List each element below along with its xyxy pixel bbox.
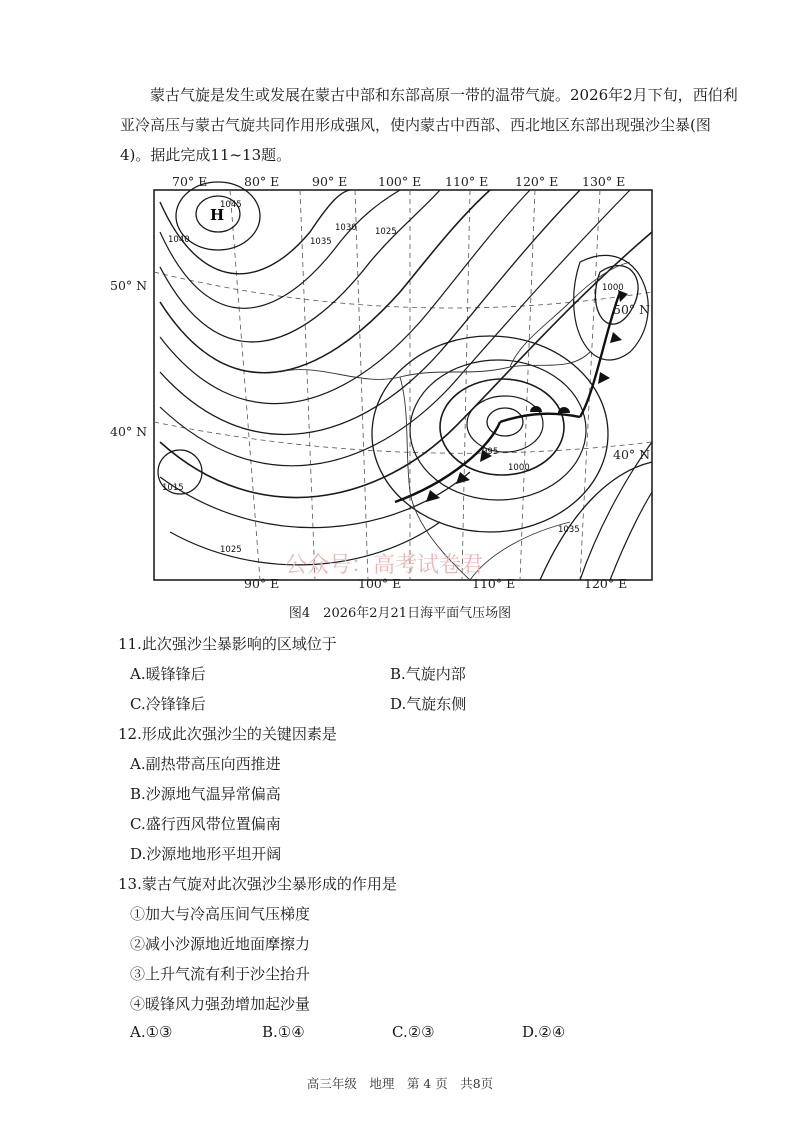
question-13-option-c[interactable]: C.②③ [392, 1023, 435, 1041]
lon-label-top: 130° E [582, 174, 626, 189]
question-13-option-a[interactable]: A.①③ [130, 1023, 173, 1041]
lon-label-top: 110° E [445, 174, 489, 189]
lon-label-top: 120° E [515, 174, 559, 189]
isobar-label: 1035 [558, 525, 580, 535]
question-11-option-c[interactable]: C.冷锋锋后 [130, 695, 206, 713]
question-13-statement-1: ①加大与冷高压间气压梯度 [130, 905, 311, 923]
question-12-option-c[interactable]: C.盛行西风带位置偏南 [130, 815, 281, 833]
question-13-option-b[interactable]: B.①④ [262, 1023, 305, 1041]
lat-label-right: 50° N [613, 302, 651, 317]
lon-label-top: 80° E [244, 174, 280, 189]
question-12-option-b[interactable]: B.沙源地气温异常偏高 [130, 785, 281, 803]
question-13-statement-3: ③上升气流有利于沙尘抬升 [130, 965, 311, 983]
question-11-option-d[interactable]: D.气旋东侧 [390, 695, 467, 713]
isobar-label: 1000 [602, 283, 624, 293]
question-13-statement-2: ②减小沙源地近地面摩擦力 [130, 935, 311, 953]
question-12-option-d[interactable]: D.沙源地地形平坦开阔 [130, 845, 282, 863]
lat-label-left: 50° N [110, 278, 148, 293]
question-12-option-a[interactable]: A.副热带高压向西推进 [130, 755, 281, 773]
lon-label-bottom: 120° E [584, 576, 628, 591]
lon-label-top: 100° E [378, 174, 422, 189]
lon-label-bottom: 90° E [244, 576, 280, 591]
isobar-label: 1025 [375, 227, 397, 237]
question-13-stem: 13.蒙古气旋对此次强沙尘暴形成的作用是 [118, 875, 397, 893]
isobar-label: 995 [482, 447, 499, 457]
lat-label-right: 40° N [613, 447, 651, 462]
lon-label-top: 70° E [172, 174, 208, 189]
isobar-label: 1045 [220, 200, 242, 210]
question-11-option-b[interactable]: B.气旋内部 [390, 665, 466, 683]
intro-paragraph: 蒙古气旋是发生或发展在蒙古中部和东部高原一带的温带气旋。2026年2月下旬，西伯利亚冷高压与蒙古气旋共同作用形成强风，使内蒙古中西部、西北地区东部出现强沙尘暴(图4)。据此完成11~13题。 [120, 86, 738, 164]
question-11-stem: 11.此次强沙尘暴影响的区域位于 [118, 635, 337, 653]
question-13-statement-4: ④暖锋风力强劲增加起沙量 [130, 995, 311, 1013]
isobar-label: 1000 [508, 463, 530, 473]
isobar-label: 1030 [335, 223, 357, 233]
lon-label-top: 90° E [312, 174, 348, 189]
lon-label-bottom: 100° E [358, 576, 402, 591]
isobar-label: 1040 [168, 235, 190, 245]
isobar-label: 1025 [220, 545, 242, 555]
pressure-map-svg [110, 172, 670, 592]
lon-label-bottom: 110° E [472, 576, 516, 591]
question-13-option-d[interactable]: D.②④ [522, 1023, 566, 1041]
figure-caption: 图4 2026年2月21日海平面气压场图 [288, 606, 512, 621]
isobar-label: 1015 [162, 483, 184, 493]
isobar-label: 1035 [310, 237, 332, 247]
watermark: 公众号：高考试卷君 [285, 553, 484, 578]
question-12-stem: 12.形成此次强沙尘的关键因素是 [118, 725, 337, 743]
question-11-option-a[interactable]: A.暖锋锋后 [130, 665, 206, 683]
high-pressure-symbol: H [210, 206, 225, 224]
lat-label-left: 40° N [110, 424, 148, 439]
pressure-map [110, 172, 670, 592]
page-footer: 高三年级 地理 第 4 页 共8页 [306, 1076, 494, 1091]
intro-text [120, 80, 740, 170]
